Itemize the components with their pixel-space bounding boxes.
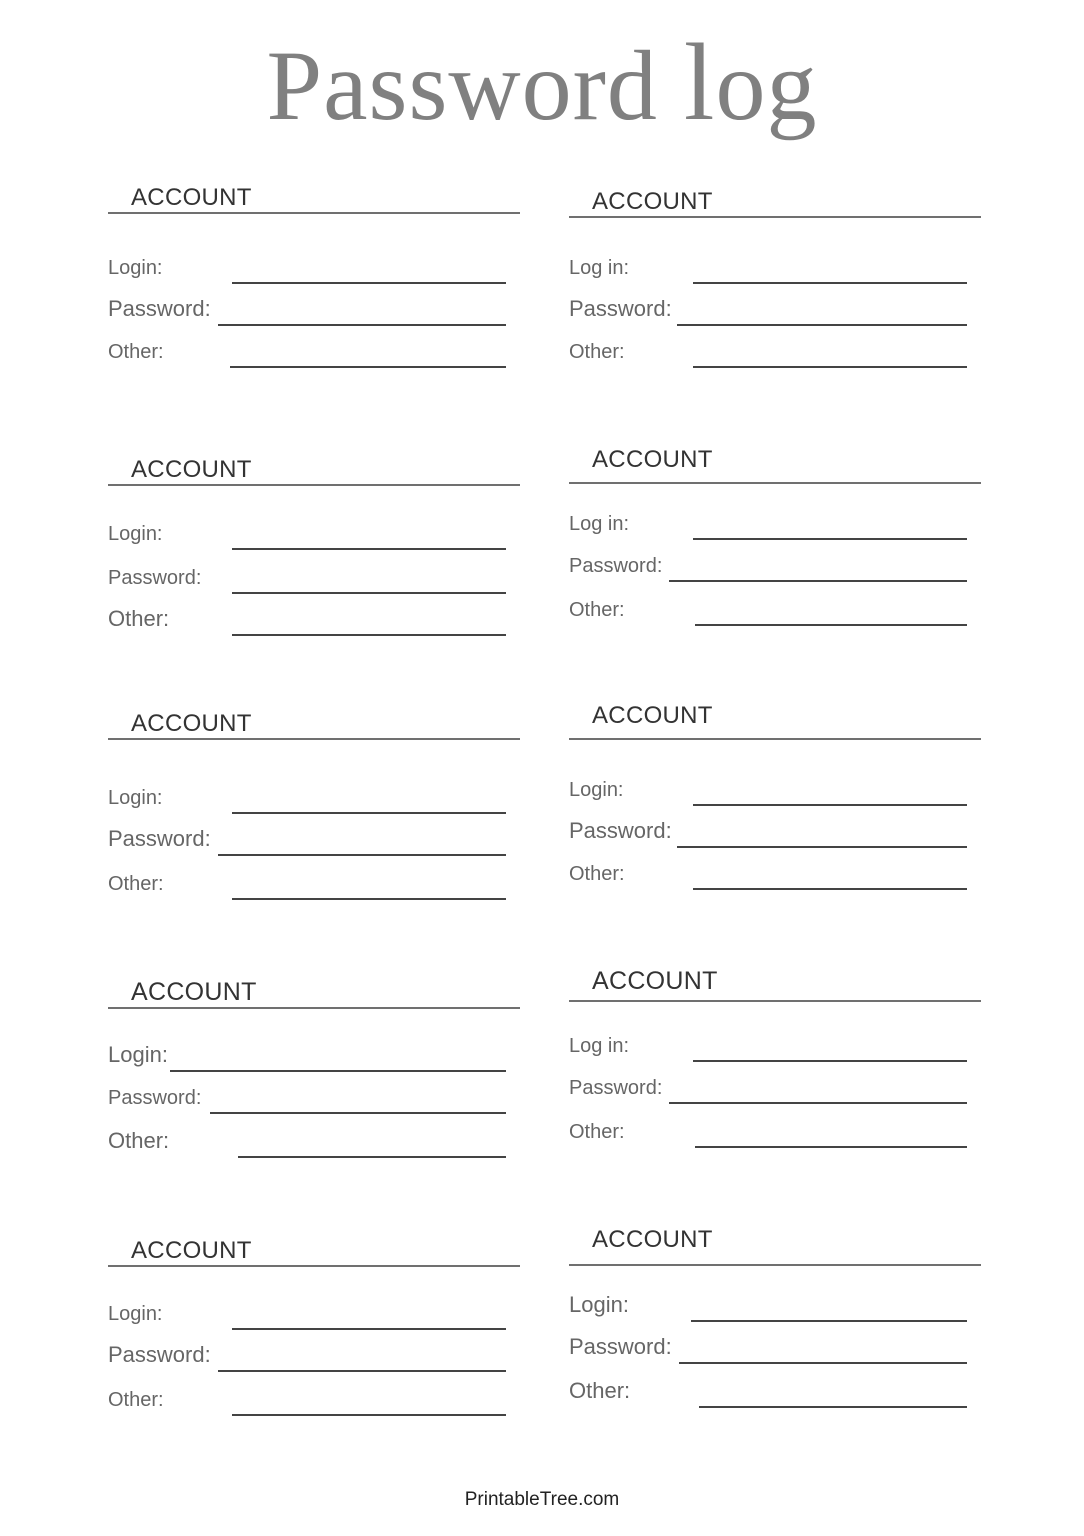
- other-row: [108, 604, 506, 638]
- other-label: Other:: [108, 1128, 170, 1153]
- password-field[interactable]: [677, 846, 967, 848]
- account-card-9: [108, 1232, 520, 1442]
- login-label: Login:: [108, 257, 163, 279]
- other-label: Other:: [108, 873, 164, 895]
- password-row: [108, 294, 506, 328]
- other-field[interactable]: [693, 366, 967, 368]
- password-field[interactable]: [669, 1102, 967, 1104]
- other-field[interactable]: [693, 888, 967, 890]
- login-row: [108, 518, 506, 552]
- password-row: [569, 1072, 967, 1106]
- password-label: Password:: [108, 1342, 211, 1367]
- other-row: [569, 1376, 967, 1410]
- login-row: [108, 782, 506, 816]
- account-heading-field[interactable]: [569, 964, 981, 1002]
- account-card-1: [108, 178, 520, 388]
- account-heading-field[interactable]: [569, 1228, 981, 1266]
- account-heading-field[interactable]: [108, 1232, 520, 1267]
- password-field[interactable]: [677, 324, 967, 326]
- other-field[interactable]: [699, 1406, 967, 1408]
- other-label: Other:: [569, 863, 625, 885]
- other-field[interactable]: [232, 1414, 506, 1416]
- password-row: [108, 562, 506, 596]
- account-card-8: [569, 964, 981, 1174]
- login-row: [569, 252, 967, 286]
- other-field[interactable]: [232, 898, 506, 900]
- account-heading-field[interactable]: [108, 450, 520, 486]
- title-main: Password: [266, 30, 684, 141]
- login-field[interactable]: [693, 1060, 967, 1062]
- login-field[interactable]: [693, 282, 967, 284]
- password-row: [108, 1082, 506, 1116]
- login-field[interactable]: [232, 812, 506, 814]
- login-row: [108, 252, 506, 286]
- account-heading: ACCOUNT: [592, 446, 713, 473]
- login-label: Log in:: [569, 1035, 630, 1057]
- login-field[interactable]: [170, 1070, 506, 1072]
- password-field[interactable]: [679, 1362, 967, 1364]
- other-field[interactable]: [238, 1156, 506, 1158]
- account-heading: ACCOUNT: [131, 456, 252, 483]
- other-label: Other:: [569, 1121, 625, 1143]
- account-heading: ACCOUNT: [592, 188, 713, 215]
- password-row: [569, 816, 967, 850]
- account-heading: ACCOUNT: [131, 978, 257, 1006]
- other-row: [569, 336, 967, 370]
- login-field[interactable]: [693, 538, 967, 540]
- login-row: [108, 1298, 506, 1332]
- password-row: [569, 1332, 967, 1366]
- password-field[interactable]: [218, 1370, 506, 1372]
- other-row: [108, 336, 506, 370]
- account-heading-field[interactable]: [569, 180, 981, 218]
- other-field[interactable]: [695, 624, 967, 626]
- login-label: Login:: [569, 1292, 629, 1317]
- password-label: Password:: [108, 1087, 202, 1109]
- login-label: Login:: [108, 1042, 168, 1067]
- account-heading: ACCOUNT: [131, 184, 252, 211]
- other-field[interactable]: [232, 634, 506, 636]
- account-heading: ACCOUNT: [592, 702, 713, 729]
- login-row: [108, 1040, 506, 1074]
- account-card-2: [569, 180, 981, 390]
- other-field[interactable]: [230, 366, 506, 368]
- title-rest: og: [715, 30, 818, 141]
- account-card-6: [569, 702, 981, 912]
- password-label: Password:: [569, 818, 672, 843]
- password-label: Password:: [569, 555, 663, 577]
- password-label: Password:: [108, 296, 211, 321]
- account-heading-field[interactable]: [108, 972, 520, 1009]
- account-card-3: [108, 450, 520, 660]
- password-row: [108, 1340, 506, 1374]
- other-label: Other:: [108, 606, 170, 631]
- password-label: Password:: [569, 296, 672, 321]
- password-label: Password:: [108, 567, 202, 589]
- account-card-5: [108, 704, 520, 914]
- login-label: Login:: [569, 779, 624, 801]
- other-label: Other:: [569, 1378, 631, 1403]
- login-label: Login:: [108, 523, 163, 545]
- other-field[interactable]: [695, 1146, 967, 1148]
- password-row: [569, 550, 967, 584]
- login-field[interactable]: [691, 1320, 967, 1322]
- login-row: [569, 508, 967, 542]
- account-heading-field[interactable]: [108, 704, 520, 740]
- account-heading: ACCOUNT: [592, 1226, 713, 1253]
- account-heading-field[interactable]: [569, 446, 981, 484]
- other-row: [108, 1384, 506, 1418]
- other-row: [569, 858, 967, 892]
- login-label: Login:: [108, 787, 163, 809]
- account-card-10: [569, 1228, 981, 1438]
- password-label: Password:: [569, 1077, 663, 1099]
- account-heading-field[interactable]: [569, 702, 981, 740]
- account-heading-field[interactable]: [108, 178, 520, 214]
- account-heading: ACCOUNT: [131, 1237, 252, 1264]
- account-heading: ACCOUNT: [592, 967, 718, 995]
- login-field[interactable]: [232, 282, 506, 284]
- other-label: Other:: [108, 1389, 164, 1411]
- login-field[interactable]: [693, 804, 967, 806]
- other-row: [569, 594, 967, 628]
- other-label: Other:: [569, 599, 625, 621]
- password-field[interactable]: [232, 592, 506, 594]
- login-field[interactable]: [232, 548, 506, 550]
- login-row: [569, 1030, 967, 1064]
- password-field[interactable]: [210, 1112, 506, 1114]
- login-field[interactable]: [232, 1328, 506, 1330]
- account-card-4: [569, 446, 981, 656]
- password-label: Password:: [108, 826, 211, 851]
- footer-credit: PrintableTree.com: [464, 1489, 620, 1510]
- password-label: Password:: [569, 1334, 672, 1359]
- password-field[interactable]: [218, 854, 506, 856]
- password-field[interactable]: [669, 580, 967, 582]
- other-label: Other:: [108, 341, 164, 363]
- page-title: [0, 22, 1084, 143]
- password-row: [569, 294, 967, 328]
- password-row: [108, 824, 506, 858]
- other-row: [108, 868, 506, 902]
- other-row: [569, 1116, 967, 1150]
- login-label: Login:: [108, 1303, 163, 1325]
- account-heading: ACCOUNT: [131, 710, 252, 737]
- login-row: [569, 774, 967, 808]
- login-label: Log in:: [569, 257, 630, 279]
- account-card-7: [108, 972, 520, 1182]
- other-row: [108, 1126, 506, 1160]
- login-row: [569, 1290, 967, 1324]
- title-accent: l: [683, 21, 716, 143]
- login-label: Log in:: [569, 513, 630, 535]
- password-field[interactable]: [218, 324, 506, 326]
- other-label: Other:: [569, 341, 625, 363]
